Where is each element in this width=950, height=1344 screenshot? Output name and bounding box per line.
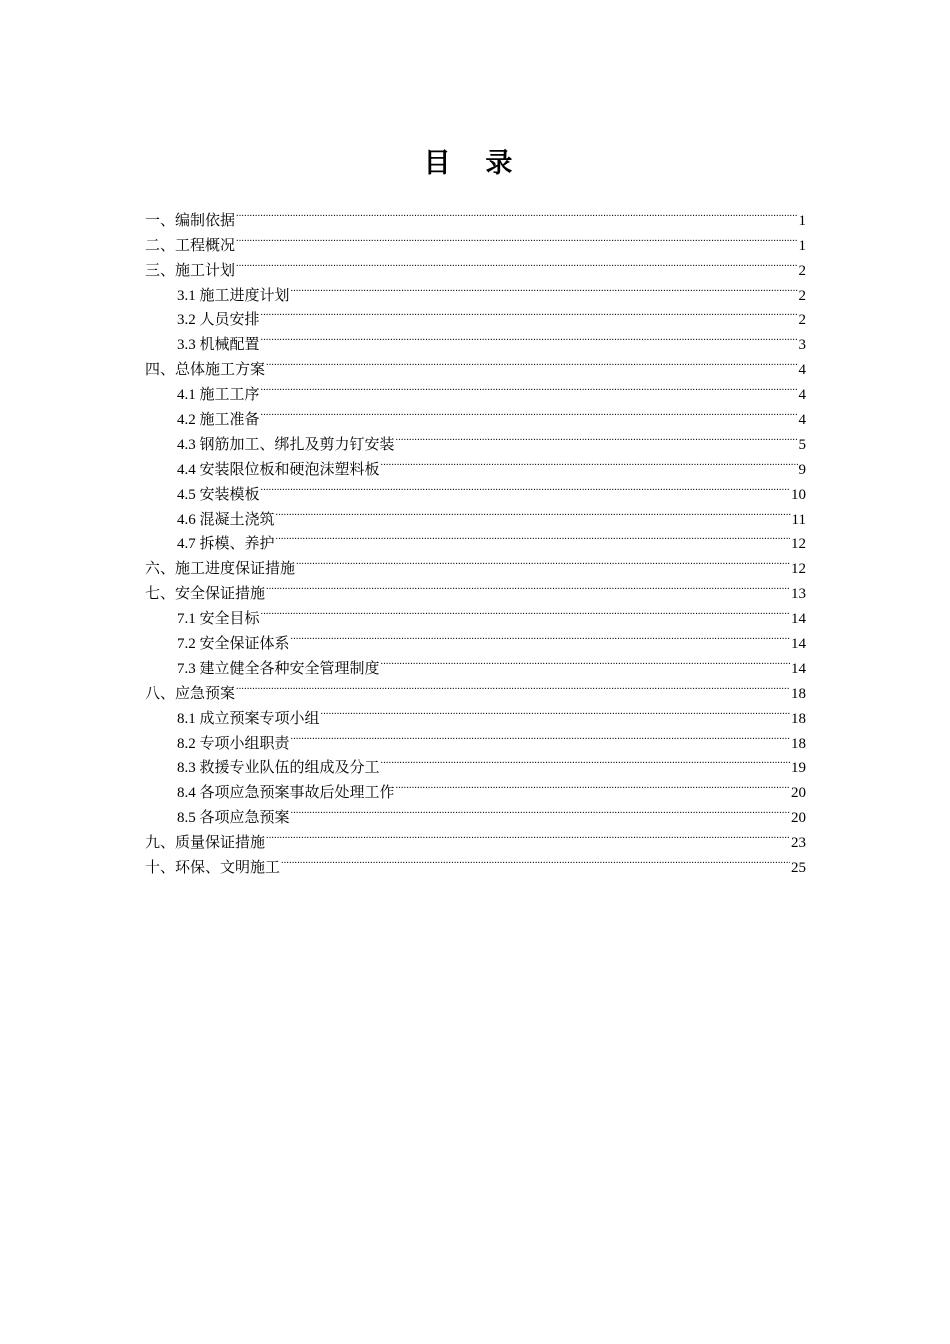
toc-entry-page: 10: [791, 486, 806, 503]
toc-entry-page: 11: [791, 511, 806, 528]
toc-entry-page: 2: [798, 287, 806, 304]
toc-entry-page: 14: [791, 636, 806, 653]
dot-leader: [281, 847, 790, 872]
toc-entry-page: 12: [791, 536, 806, 553]
dot-leader: [396, 424, 798, 449]
toc-entry-label: 4.4 安装限位板和硬泡沫塑料板: [177, 461, 380, 478]
dot-leader: [236, 225, 797, 250]
toc-entry-label: 4.5 安装模板: [177, 486, 260, 503]
toc-subentry[interactable]: [145, 698, 806, 727]
toc-entry-label: 3.3 机械配置: [177, 337, 260, 354]
toc-entry-page: 25: [791, 860, 806, 877]
toc-entry-label: 3.2 人员安排: [177, 312, 260, 329]
toc-entry-page: 4: [798, 387, 806, 404]
dot-leader: [291, 275, 798, 300]
toc-entry[interactable]: [145, 200, 806, 229]
toc-entry-page: 18: [791, 710, 806, 727]
toc-entry-page: 18: [791, 685, 806, 702]
toc-entry-page: 1: [798, 237, 806, 254]
toc-entry-page: 5: [798, 436, 806, 453]
toc-entry-page: 2: [798, 312, 806, 329]
dot-leader: [266, 349, 797, 374]
toc-entry-page: 2: [798, 262, 806, 279]
toc-entry-page: 3: [798, 337, 806, 354]
toc-entry-label: 8.5 各项应急预案: [177, 810, 290, 827]
dot-leader: [276, 524, 790, 549]
toc-entry-label: 九、质量保证措施: [145, 835, 266, 852]
toc-entry-page: 9: [798, 461, 806, 478]
dot-leader: [291, 797, 790, 822]
toc-entry-label: 4.6 混凝土浇筑: [177, 511, 275, 528]
toc-entry-label: 八、应急预案: [145, 685, 236, 702]
dot-leader: [321, 698, 790, 723]
dot-leader: [266, 822, 790, 847]
toc-entry-page: 18: [791, 735, 806, 752]
toc-entry-label: 4.2 施工准备: [177, 412, 260, 429]
toc-entry[interactable]: [145, 225, 806, 254]
dot-leader: [236, 250, 797, 275]
toc-entry-page: 13: [791, 586, 806, 603]
toc-entry[interactable]: [145, 250, 806, 279]
toc-entry-label: 7.2 安全保证体系: [177, 636, 290, 653]
dot-leader: [261, 374, 798, 399]
dot-leader: [396, 772, 790, 797]
toc-entry-label: 4.7 拆模、养护: [177, 536, 275, 553]
dot-leader: [381, 748, 790, 773]
toc-entry-label: 十、环保、文明施工: [145, 860, 281, 877]
toc-title: 目 录: [423, 148, 527, 178]
toc-entry-label: 三、施工计划: [145, 262, 236, 279]
toc-entry-label: 一、编制依据: [145, 212, 236, 229]
toc-entry-label: 二、工程概况: [145, 237, 236, 254]
toc-entry-page: 4: [798, 362, 806, 379]
dot-leader: [261, 300, 798, 325]
dot-leader: [266, 573, 790, 598]
dot-leader: [261, 324, 798, 349]
toc-entry-label: 3.1 施工进度计划: [177, 287, 290, 304]
dot-leader: [236, 673, 790, 698]
toc-entry-page: 14: [791, 611, 806, 628]
toc-entry-page: 14: [791, 660, 806, 677]
dot-leader: [276, 499, 791, 524]
dot-leader: [261, 399, 798, 424]
toc-entry-label: 8.4 各项应急预案事故后处理工作: [177, 785, 395, 802]
dot-leader: [381, 648, 790, 673]
toc-entry-label: 六、施工进度保证措施: [145, 561, 296, 578]
toc-entry-page: 12: [791, 561, 806, 578]
dot-leader: [296, 548, 790, 573]
toc-entry-label: 7.3 建立健全各种安全管理制度: [177, 660, 380, 677]
toc-entry-page: 20: [791, 785, 806, 802]
dot-leader: [236, 200, 797, 225]
toc-entry-page: 19: [791, 760, 806, 777]
toc-entry-label: 7.1 安全目标: [177, 611, 260, 628]
toc-entry-label: 4.3 钢筋加工、绑扎及剪力钉安装: [177, 436, 395, 453]
toc-entry-label: 8.1 成立预案专项小组: [177, 710, 320, 727]
toc-entry-page: 1: [798, 212, 806, 229]
dot-leader: [381, 449, 798, 474]
toc-entry-page: 4: [798, 412, 806, 429]
toc-entry-label: 8.2 专项小组职责: [177, 735, 290, 752]
dot-leader: [261, 598, 790, 623]
toc-entry-label: 四、总体施工方案: [145, 362, 266, 379]
dot-leader: [291, 623, 790, 648]
toc-entry-page: 20: [791, 810, 806, 827]
dot-leader: [291, 723, 790, 748]
dot-leader: [261, 474, 790, 499]
toc-entry-page: 23: [791, 835, 806, 852]
toc-subentry[interactable]: [145, 275, 806, 304]
toc-entry-label: 七、安全保证措施: [145, 586, 266, 603]
toc-entry-label: 8.3 救援专业队伍的组成及分工: [177, 760, 380, 777]
toc-entry-label: 4.1 施工工序: [177, 387, 260, 404]
table-of-contents: [145, 200, 806, 877]
toc-entry[interactable]: [145, 673, 806, 702]
